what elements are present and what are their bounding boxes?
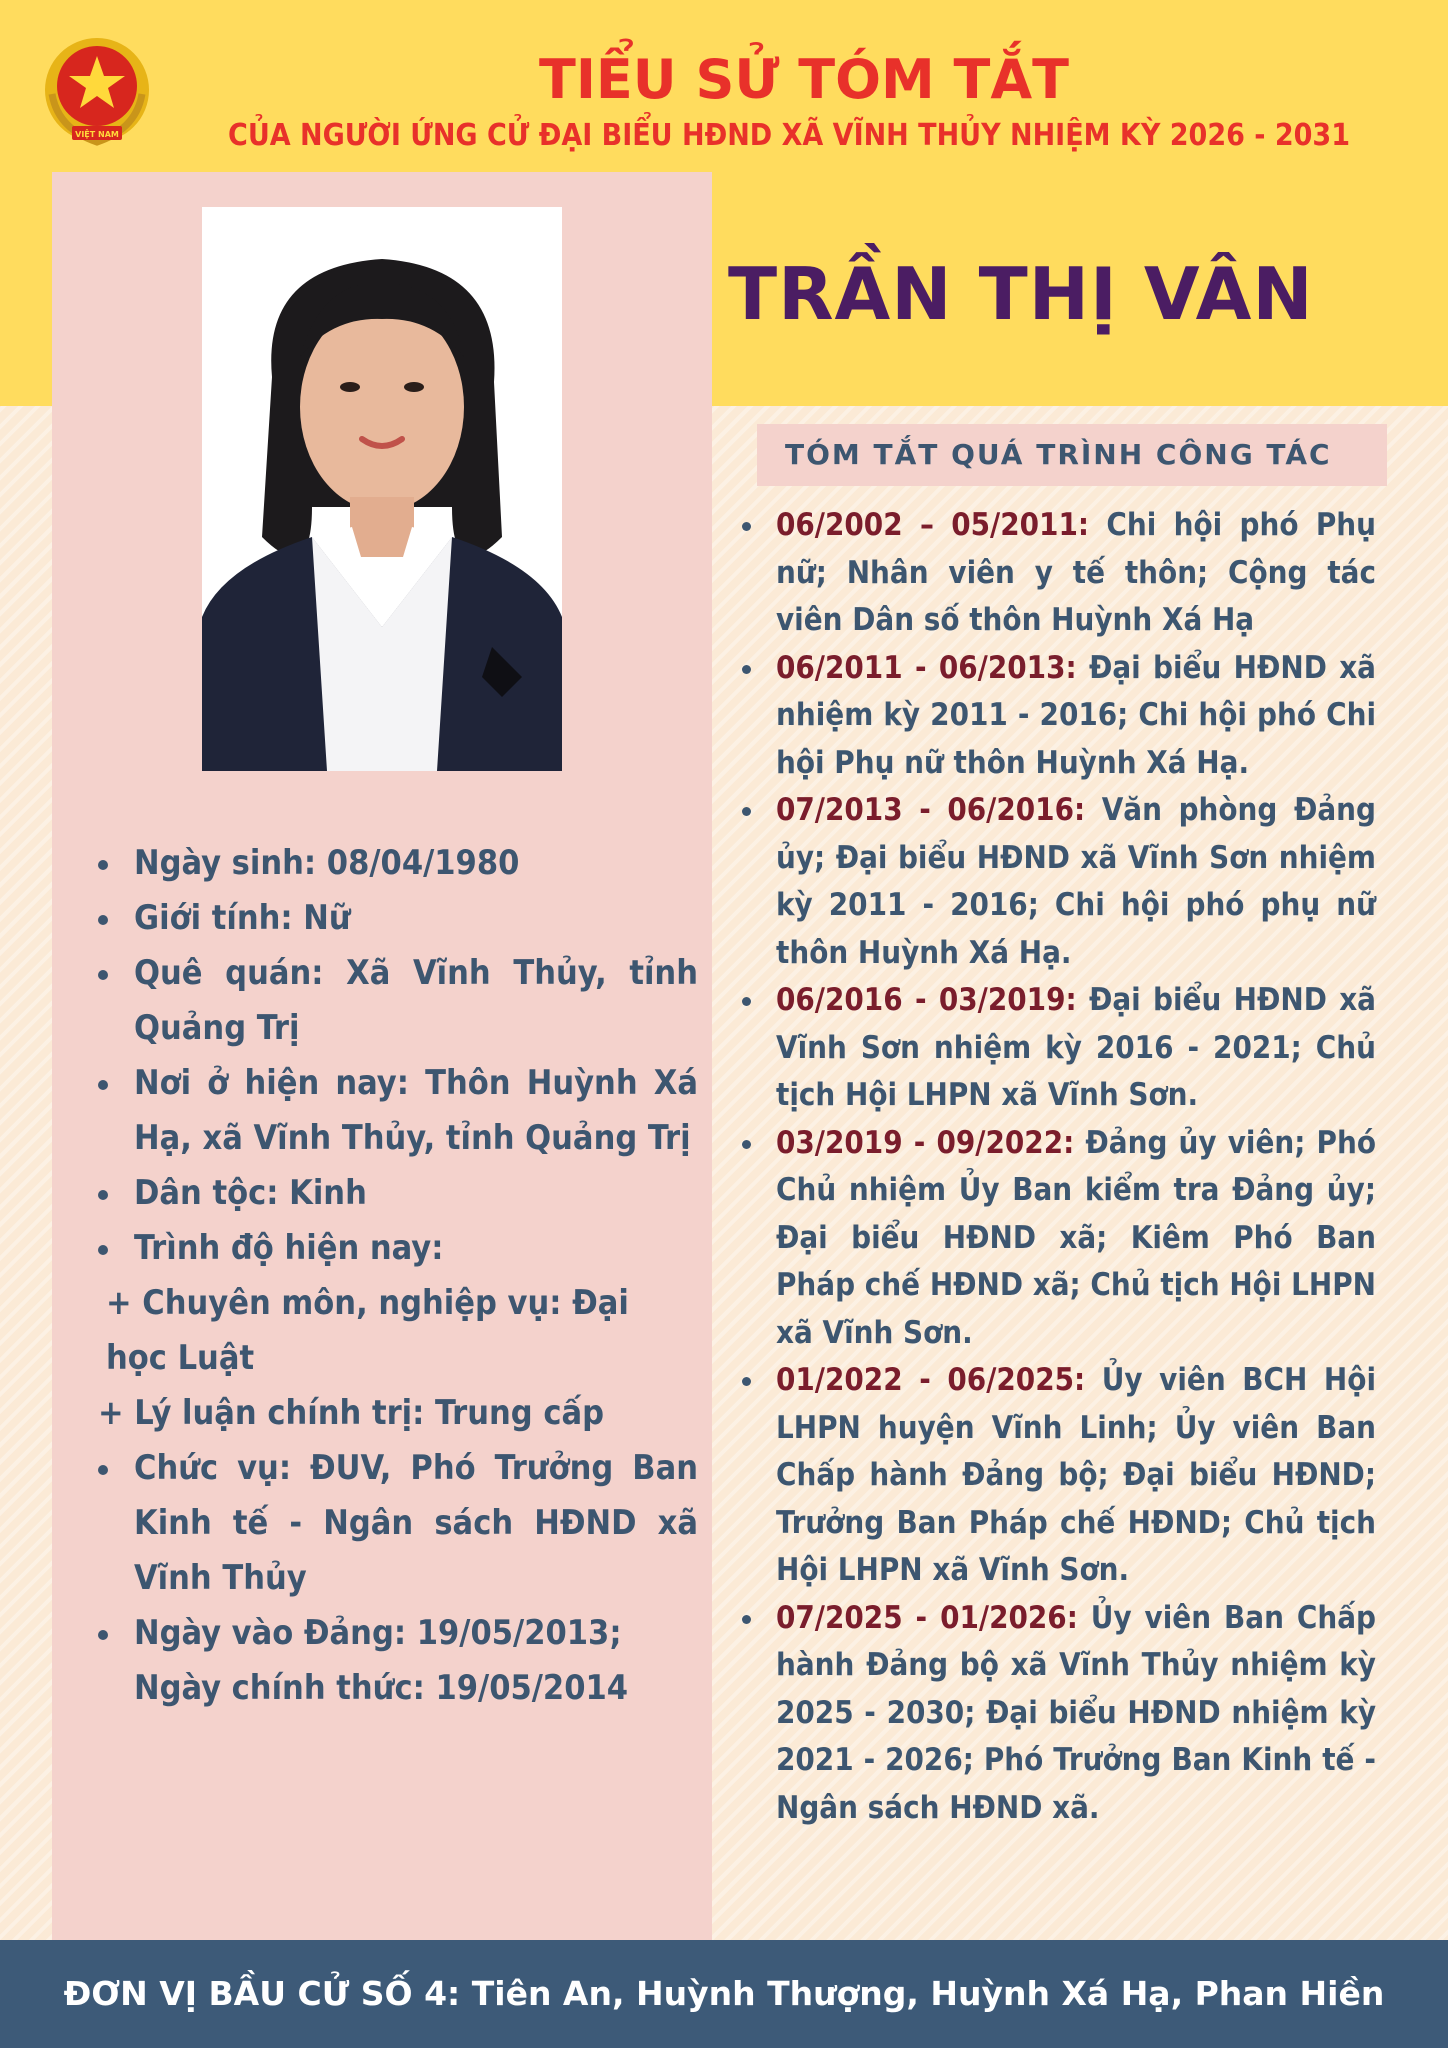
electoral-unit-text: ĐƠN VỊ BẦU CỬ SỐ 4: Tiên An, Huỳnh Thượng, Huỳnh Xá Hạ, Phan Hiền bbox=[63, 1974, 1385, 2013]
portrait-image bbox=[202, 207, 562, 771]
list-item-residence: Nơi ở hiện nay: Thôn Huỳnh Xá Hạ, xã Vĩnh Thủy, tỉnh Quảng Trị bbox=[70, 1056, 698, 1166]
party-official-date: Ngày chính thức: 19/05/2014 bbox=[134, 1668, 629, 1708]
timeline-text: Đại biểu HĐND xã Vĩnh Sơn nhiệm kỳ 2016 - 2021; Chủ tịch Hội LHPN xã Vĩnh Sơn. bbox=[776, 982, 1376, 1113]
timeline-period: 06/2002 – 05/2011: bbox=[776, 507, 1090, 543]
timeline-item bbox=[740, 977, 1376, 1120]
footer-bar bbox=[0, 1940, 1448, 2048]
career-timeline bbox=[740, 502, 1376, 1832]
list-item-ethnicity: Dân tộc: Kinh bbox=[70, 1166, 698, 1221]
timeline-item bbox=[740, 645, 1376, 788]
list-item-hometown: Quê quán: Xã Vĩnh Thủy, tỉnh Quảng Trị bbox=[70, 946, 698, 1056]
timeline-item bbox=[740, 502, 1376, 645]
timeline-item bbox=[740, 1120, 1376, 1358]
timeline-text: Ủy viên BCH Hội LHPN huyện Vĩnh Linh; Ủy viên Ban Chấp hành Đảng bộ; Đại biểu HĐND; Trưởng Ban Pháp chế HĐND; Chủ tịch Hội LHPN xã Vĩnh Sơn. bbox=[776, 1362, 1376, 1588]
timeline-text: Văn phòng Đảng ủy; Đại biểu HĐND xã Vĩnh Sơn nhiệm kỳ 2011 - 2016; Chi hội phó phụ nữ thôn Huỳnh Xá Hạ. bbox=[776, 792, 1376, 971]
timeline-text: Ủy viên Ban Chấp hành Đảng bộ xã Vĩnh Thủy nhiệm kỳ 2025 - 2030; Đại biểu HĐND nhiệm kỳ 2021 - 2026; Phó Trưởng Ban Kinh tế - Ngân sách HĐND xã. bbox=[776, 1599, 1376, 1826]
timeline-text: Đảng ủy viên; Phó Chủ nhiệm Ủy Ban kiểm tra Đảng ủy; Đại biểu HĐND xã; Kiêm Phó Ban Pháp chế HĐND xã; Chủ tịch Hội LHPN xã Vĩnh Sơn. bbox=[776, 1124, 1376, 1351]
list-item-education: Trình độ hiện nay: bbox=[70, 1221, 698, 1276]
timeline-period: 07/2025 - 01/2026: bbox=[776, 1599, 1078, 1636]
list-item-specialty: + Chuyên môn, nghiệp vụ: Đại học Luật bbox=[106, 1283, 629, 1378]
timeline-period: 01/2022 - 06/2025: bbox=[776, 1362, 1086, 1398]
list-item-position: Chức vụ: ĐUV, Phó Trưởng Ban Kinh tế - Ngân sách HĐND xã Vĩnh Thủy bbox=[70, 1441, 698, 1606]
list-item-politics: + Lý luận chính trị: Trung cấp bbox=[98, 1393, 604, 1433]
timeline-period: 07/2013 - 06/2016: bbox=[776, 792, 1086, 828]
timeline-item bbox=[740, 1595, 1376, 1833]
timeline-period: 06/2011 - 06/2013: bbox=[776, 649, 1077, 686]
timeline-item bbox=[740, 787, 1376, 977]
list-item-party bbox=[70, 1606, 698, 1716]
document-subtitle: CỦA NGƯỜI ỨNG CỬ ĐẠI BIỂU HĐND XÃ VĨNH THỦY NHIỆM KỲ 2026 - 2031 bbox=[228, 118, 1350, 153]
timeline-period: 06/2016 - 03/2019: bbox=[776, 982, 1077, 1018]
timeline-text: Chi hội phó Phụ nữ; Nhân viên y tế thôn; Cộng tác viên Dân số thôn Huỳnh Xá Hạ bbox=[776, 507, 1376, 638]
timeline-item bbox=[740, 1357, 1376, 1595]
party-join-date: Ngày vào Đảng: 19/05/2013; bbox=[134, 1613, 622, 1653]
list-item-birth: Ngày sinh: 08/04/1980 bbox=[70, 836, 698, 891]
career-section-title: TÓM TẮT QUÁ TRÌNH CÔNG TÁC bbox=[757, 424, 1387, 486]
emblem-label: VIỆT NAM bbox=[75, 130, 119, 139]
candidate-photo bbox=[202, 207, 562, 771]
timeline-period: 03/2019 - 09/2022: bbox=[776, 1124, 1075, 1161]
timeline-text: Đại biểu HĐND xã nhiệm kỳ 2011 - 2016; Chi hội phó Chi hội Phụ nữ thôn Huỳnh Xá Hạ. bbox=[776, 649, 1376, 781]
candidate-name: TRẦN THỊ VÂN bbox=[728, 252, 1314, 336]
document-title: TIỂU SỬ TÓM TẮT bbox=[538, 48, 1069, 111]
list-item-gender: Giới tính: Nữ bbox=[70, 891, 698, 946]
personal-info-list bbox=[70, 836, 698, 1716]
